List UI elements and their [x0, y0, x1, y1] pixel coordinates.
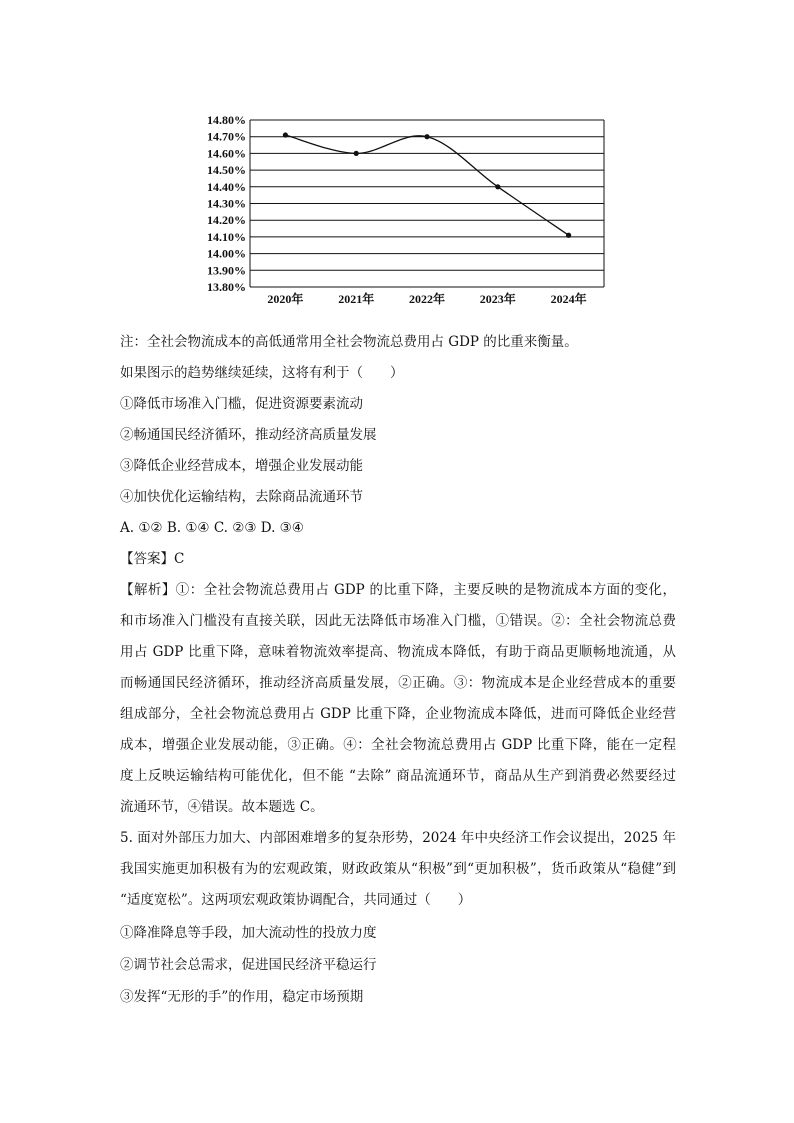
question-5-stem-line: 5. 面对外部压力加大、内部困难增多的复杂形势，2024 年中央经济工作会议提出，2025 年: [120, 830, 676, 846]
question-5-stem-line: “适度宽松”。这两项宏观政策协调配合，共同通过（ ）: [120, 892, 472, 908]
y-tick-label: 14.30%: [207, 196, 246, 211]
x-tick-label: 2021年: [338, 292, 375, 306]
q5-option-3: ③发挥“无形的手”的作用，稳定市场预期: [120, 989, 364, 1005]
y-tick-label: 14.50%: [207, 163, 246, 178]
q5-option-1: ①降准降息等手段，加大流动性的投放力度: [120, 925, 377, 941]
y-tick-label: 14.70%: [207, 129, 246, 144]
analysis-line: 组成部分，全社会物流总费用占 GDP 比重下降，企业物流成本降低，进而可降低企业经营: [120, 706, 676, 722]
option-1: ①降低市场准入门槛，促进资源要素流动: [120, 396, 363, 412]
data-point: [283, 132, 288, 137]
line-chart: [190, 108, 620, 313]
y-tick-label: 14.10%: [207, 229, 246, 244]
y-tick-label: 14.40%: [207, 179, 246, 194]
chart-note: 注：全社会物流成本的高低通常用全社会物流总费用占 GDP 的比重来衡量。: [120, 334, 578, 350]
option-3: ③降低企业经营成本，增强企业发展动能: [120, 458, 363, 474]
data-point: [424, 134, 429, 139]
x-tick-label: 2022年: [408, 292, 446, 306]
analysis-line: 用占 GDP 比重下降，意味着物流效率提高、物流成本降低，有助于商品更顺畅地流通，从: [120, 644, 676, 660]
y-tick-label: 14.60%: [207, 146, 246, 161]
x-axis-ticks: [267, 291, 586, 306]
option-4: ④加快优化运输结构，去除商品流通环节: [120, 489, 363, 505]
analysis-line: 成本，增强企业发展动能，③正确。④：全社会物流总费用占 GDP 比重下降，能在一定程: [120, 737, 676, 753]
y-tick-label: 14.80%: [207, 113, 246, 127]
data-point: [495, 184, 500, 189]
analysis-line: 度上反映运输结构可能优化，但不能 “去除” 商品流通环节，商品从生产到消费必然要经过: [120, 768, 676, 784]
analysis-line: 流通环节，④错误。故本题选 C。: [120, 799, 324, 815]
x-tick-label: 2020年: [267, 292, 304, 306]
analysis-line: 【解析】①：全社会物流总费用占 GDP 的比重下降，主要反映的是物流成本方面的变化，: [120, 582, 676, 598]
y-tick-label: 13.80%: [207, 280, 246, 294]
option-2: ②畅通国民经济循环，推动经济高质量发展: [120, 427, 377, 443]
x-tick-label: 2023年: [479, 292, 516, 306]
question-5-stem-line: 我国实施更加积极有为的宏观政策，财政政策从“积极”到“更加积极”，货币政策从“稳健”到: [120, 861, 676, 877]
y-tick-label: 14.00%: [207, 246, 246, 261]
y-tick-label: 14.20%: [207, 213, 246, 228]
analysis-line: 和市场准入门槛没有直接关联，因此无法降低市场准入门槛，①错误。②：全社会物流总费: [120, 613, 676, 629]
answer-choices: A. ①② B. ①④ C. ②③ D. ③④: [120, 520, 304, 536]
data-point: [566, 233, 571, 238]
analysis-line: 而畅通国民经济循环，推动经济高质量发展，②正确。③：物流成本是企业经营成本的重要: [120, 675, 676, 691]
data-point: [354, 151, 359, 156]
chart-grid: [250, 120, 604, 287]
answer: 【答案】C: [120, 551, 185, 567]
x-tick-label: 2024年: [550, 292, 587, 306]
y-axis-ticks: [207, 113, 246, 294]
y-tick-label: 13.90%: [207, 263, 246, 278]
question-4-stem: 如果图示的趋势继续延续，这将有利于（ ）: [120, 365, 404, 381]
q5-option-2: ②调节社会总需求，促进国民经济平稳运行: [120, 957, 377, 973]
